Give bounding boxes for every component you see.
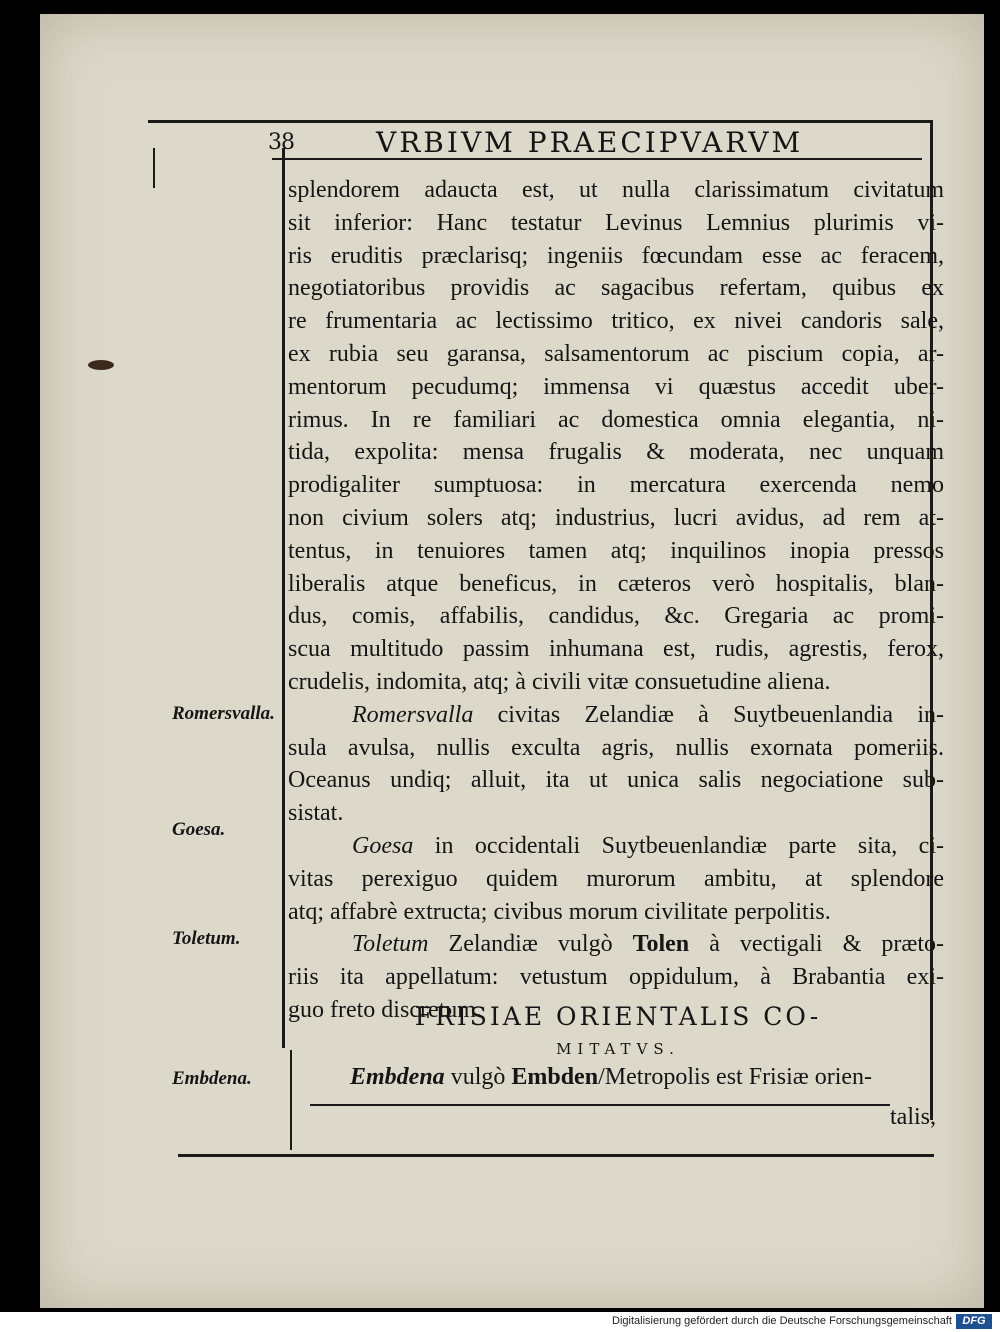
text-fragment: vulgò	[444, 1064, 512, 1090]
text-line: rimus. In re familiari ac domestica omnia elegantia, ni-	[288, 406, 944, 433]
text-fragment: Zelandiæ vulgò	[428, 931, 633, 958]
text-line: guo freto discretum.	[288, 996, 482, 1023]
paragraph-toletum-first-line	[288, 928, 944, 961]
catchword: talis,	[890, 1104, 936, 1130]
text-line: splendorem adaucta est, ut nulla clarissimatum civitatum	[288, 177, 944, 203]
bottom-rule	[178, 1154, 934, 1157]
text-fragment: in occidentali Suytbeuenlandiæ parte sita, ci-	[413, 832, 944, 859]
text-line: Oceanus undiq; alluit, ita ut unica salis negociatione sub-	[288, 767, 944, 794]
text-line: scua multitudo passim inhumana est, rudis, agrestis, ferox,	[288, 636, 944, 663]
text-line: atq; affabrè extructa; civibus morum civilitate perpolitis.	[288, 898, 831, 925]
text-fragment: /Metropolis est Frisiæ orien-	[598, 1064, 873, 1090]
paragraph-embdena-first-line	[350, 1064, 950, 1091]
ink-stain	[88, 360, 114, 370]
text-line: riis ita appellatum: vetustum oppidulum, à Brabantia exi-	[288, 964, 944, 991]
running-title: VRBIVM PRAECIPVARVM	[376, 126, 804, 159]
text-line: liberalis atque beneficus, in cæteros verò hospitalis, blan-	[288, 570, 944, 597]
left-margin-rule	[282, 148, 285, 1048]
main-text-block	[288, 174, 944, 1027]
text-line: sistat.	[288, 800, 344, 827]
left-stub-rule	[153, 148, 155, 188]
text-fragment: à vectigali & præto-	[689, 931, 944, 958]
text-line: ris eruditis præclarisq; ingeniis fœcundam esse ac feracem,	[288, 242, 944, 269]
text-line: ex rubia seu garansa, salsamentorum ac piscium copia, ar-	[288, 340, 944, 367]
text-line: tida, expolita: mensa frugalis & moderata, nec unquam	[288, 439, 944, 466]
page-number: 38	[268, 130, 294, 155]
text-line: negotiatoribus providis ac sagacibus refertam, quibus ex	[288, 275, 944, 302]
text-line: prodigaliter sumptuosa: in mercatura exercenda nemo	[288, 472, 944, 499]
text-line: re frumentaria ac lectissimo tritico, ex nivei candoris sale,	[288, 308, 944, 335]
text-line: tentus, in tenuiores tamen atq; inquilinos inopia pressos	[288, 537, 944, 564]
dfg-logo: DFG	[956, 1314, 992, 1329]
paragraph-romersvalla-first-line	[288, 699, 944, 732]
text-line: mentorum pecudumq; immensa vi quæstus accedit uber-	[288, 373, 944, 400]
funding-credit: Digitalisierung gefördert durch die Deutsche Forschungsgemeinschaft	[612, 1315, 952, 1327]
text-line: dus, comis, affabilis, candidus, &c. Gregaria ac promi-	[288, 603, 944, 630]
vernacular-name-tolen: Tolen	[632, 931, 690, 958]
section-subheading: MITATVS.	[556, 1040, 680, 1058]
text-line: sula avulsa, nullis exculta agris, nullis exornata pomeriis.	[288, 734, 944, 761]
text-line: vitas perexiguo quidem murorum ambitu, at splendore	[288, 865, 944, 892]
margin-note-embdena: Embdena.	[172, 1068, 252, 1089]
top-rule	[148, 120, 932, 123]
place-name-toletum: Toletum	[352, 931, 429, 958]
text-line: sit inferior: Hanc testatur Levinus Lemnius plurimis vi-	[288, 209, 944, 236]
footer-bar	[0, 1312, 1000, 1332]
vernacular-name-embden: Embden	[511, 1064, 599, 1090]
text-line: non civium solers atq; industrius, lucri avidus, ad rem at-	[288, 504, 944, 531]
place-name-embdena: Embdena	[350, 1064, 445, 1090]
text-line: crudelis, indomita, atq; à civili vitæ consuetudine aliena.	[288, 668, 831, 695]
place-name-goesa: Goesa	[352, 832, 414, 859]
place-name-romersvalla: Romersvalla	[352, 701, 474, 728]
paragraph-goesa-first-line	[288, 830, 944, 863]
margin-note-romersvalla: Romersvalla.	[172, 703, 275, 724]
section-heading: FRISIAE ORIENTALIS CO-	[414, 1002, 822, 1031]
margin-note-goesa: Goesa.	[172, 819, 226, 840]
text-fragment: civitas Zelandiæ à Suytbeuenlandia in-	[473, 701, 944, 728]
running-head	[268, 126, 928, 162]
inner-left-rule-lower	[290, 1050, 292, 1150]
text-bottom-rule	[310, 1104, 890, 1106]
margin-note-toletum: Toletum.	[172, 928, 241, 949]
